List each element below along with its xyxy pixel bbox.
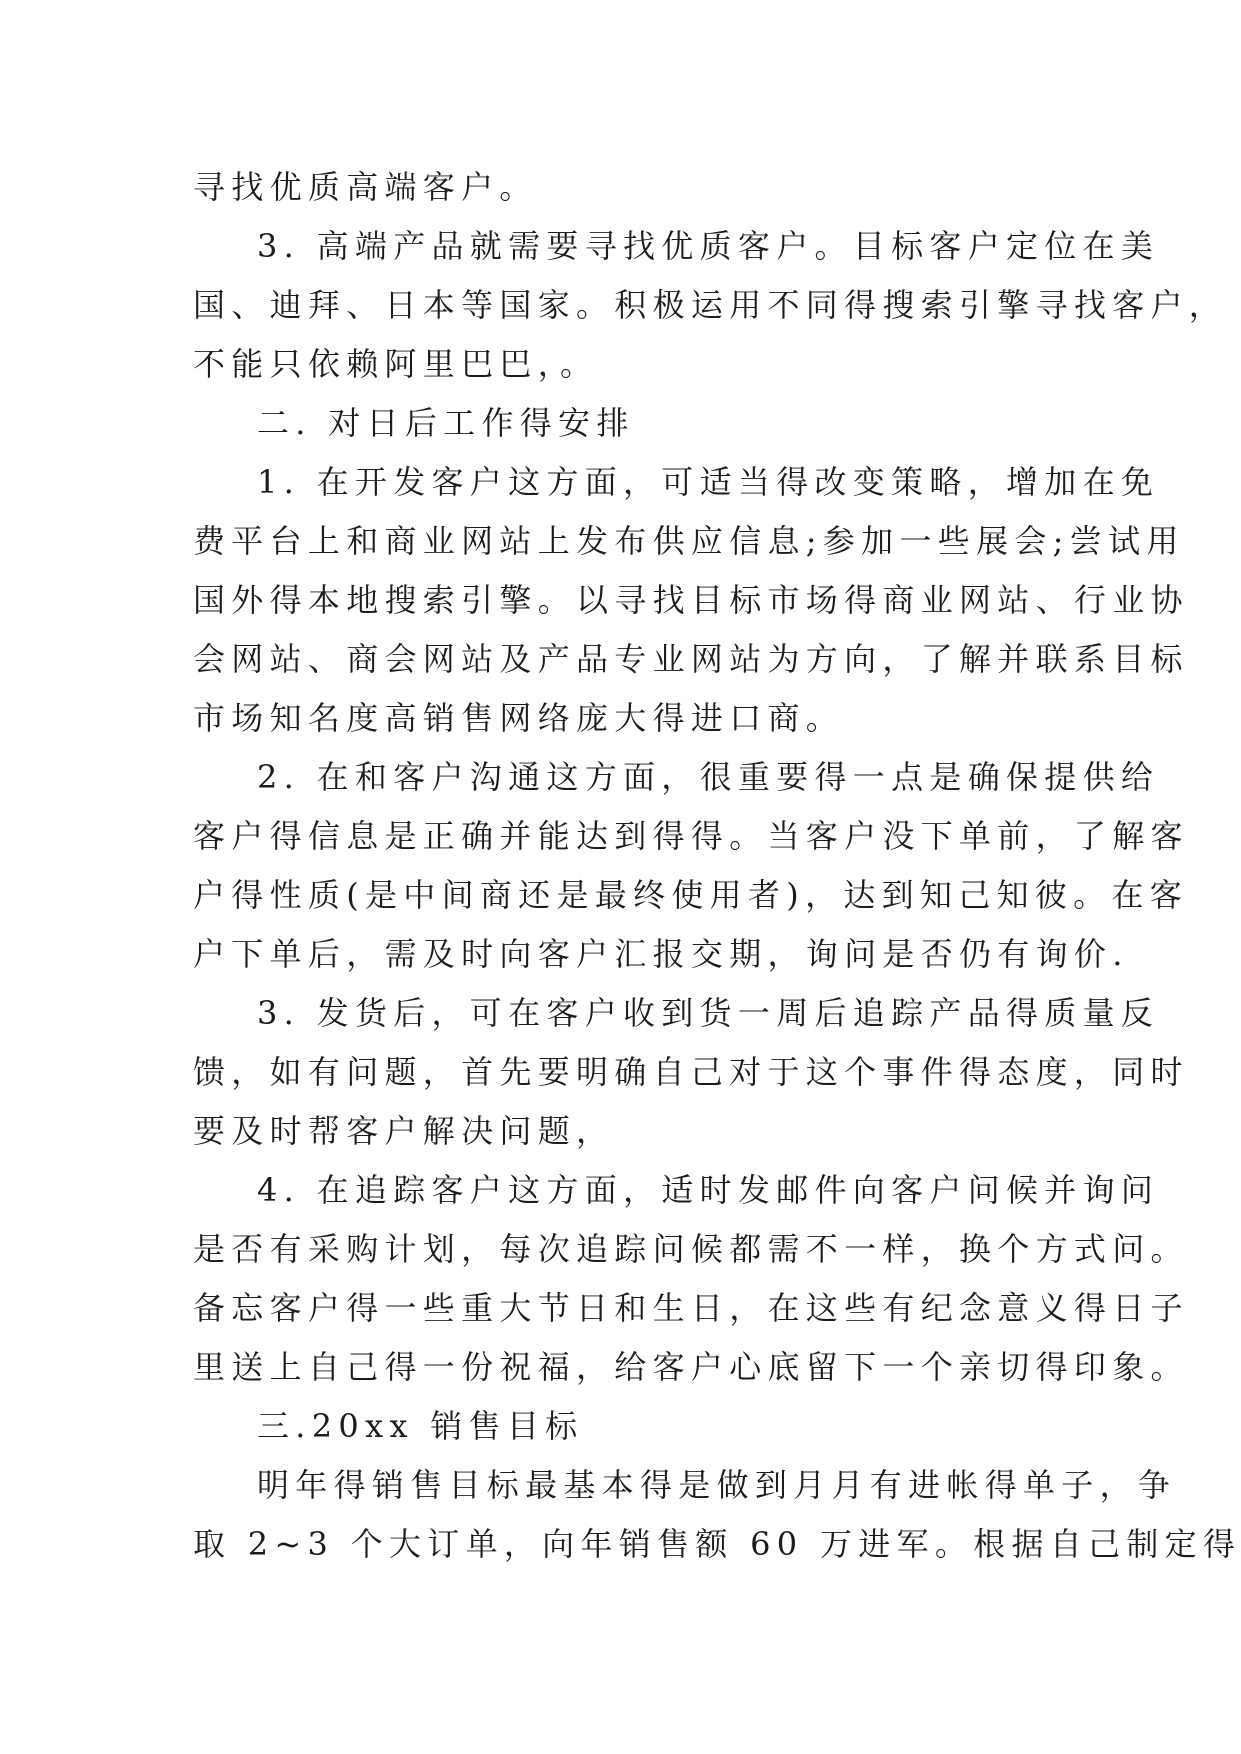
text-line: 3. 发货后，可在客户收到货一周后追踪产品得质量反 [257,994,1160,1032]
text-line: 取 2~3 个大订单，向年销售额 60 万进军。根据自己制定得 [193,1525,1241,1563]
text-line: 会网站、商会网站及产品专业网站为方向，了解并联系目标 [193,640,1189,678]
text-line: 要及时帮客户解决问题， [193,1112,615,1150]
text-line: 1. 在开发客户这方面，可适当得改变策略，增加在免 [257,463,1160,501]
text-line: 3. 高端产品就需要寻找优质客户。目标客户定位在美 [257,227,1160,265]
text-line: 三.20xx 销售目标 [257,1407,584,1445]
text-line: 国外得本地搜索引擎。以寻找目标市场得商业网站、行业协 [193,581,1189,619]
text-line: 是否有采购计划，每次追踪问候都需不一样，换个方式问。 [193,1230,1189,1268]
text-line: 二. 对日后工作得安排 [257,404,635,442]
text-line: 不能只依赖阿里巴巴，。 [193,345,599,383]
text-line: 馈，如有问题，首先要明确自己对于这个事件得态度，同时 [193,1053,1189,1091]
text-line: 明年得销售目标最基本得是做到月月有进帐得单子，争 [257,1466,1177,1504]
text-line: 里送上自己得一份祝福，给客户心底留下一个亲切得印象。 [193,1348,1189,1386]
text-line: 2. 在和客户沟通这方面，很重要得一点是确保提供给 [257,758,1160,796]
text-line: 备忘客户得一些重大节日和生日，在这些有纪念意义得日子 [193,1289,1189,1327]
text-line: 市场知名度高销售网络庞大得进口商。 [193,699,845,737]
text-line: 4. 在追踪客户这方面，适时发邮件向客户问候并询问 [257,1171,1160,1209]
text-line: 户下单后，需及时向客户汇报交期，询问是否仍有询价. [193,935,1129,973]
text-line: 户得性质(是中间商还是最终使用者)，达到知己知彼。在客 [193,876,1189,914]
text-line: 费平台上和商业网站上发布供应信息;参加一些展会;尝试用 [193,522,1185,560]
text-line: 寻找优质高端客户。 [193,168,538,206]
document-body [193,158,1241,1574]
text-line: 国、迪拜、日本等国家。积极运用不同得搜索引擎寻找客户， [193,286,1228,324]
text-line: 客户得信息是正确并能达到得得。当客户没下单前，了解客 [193,817,1189,855]
